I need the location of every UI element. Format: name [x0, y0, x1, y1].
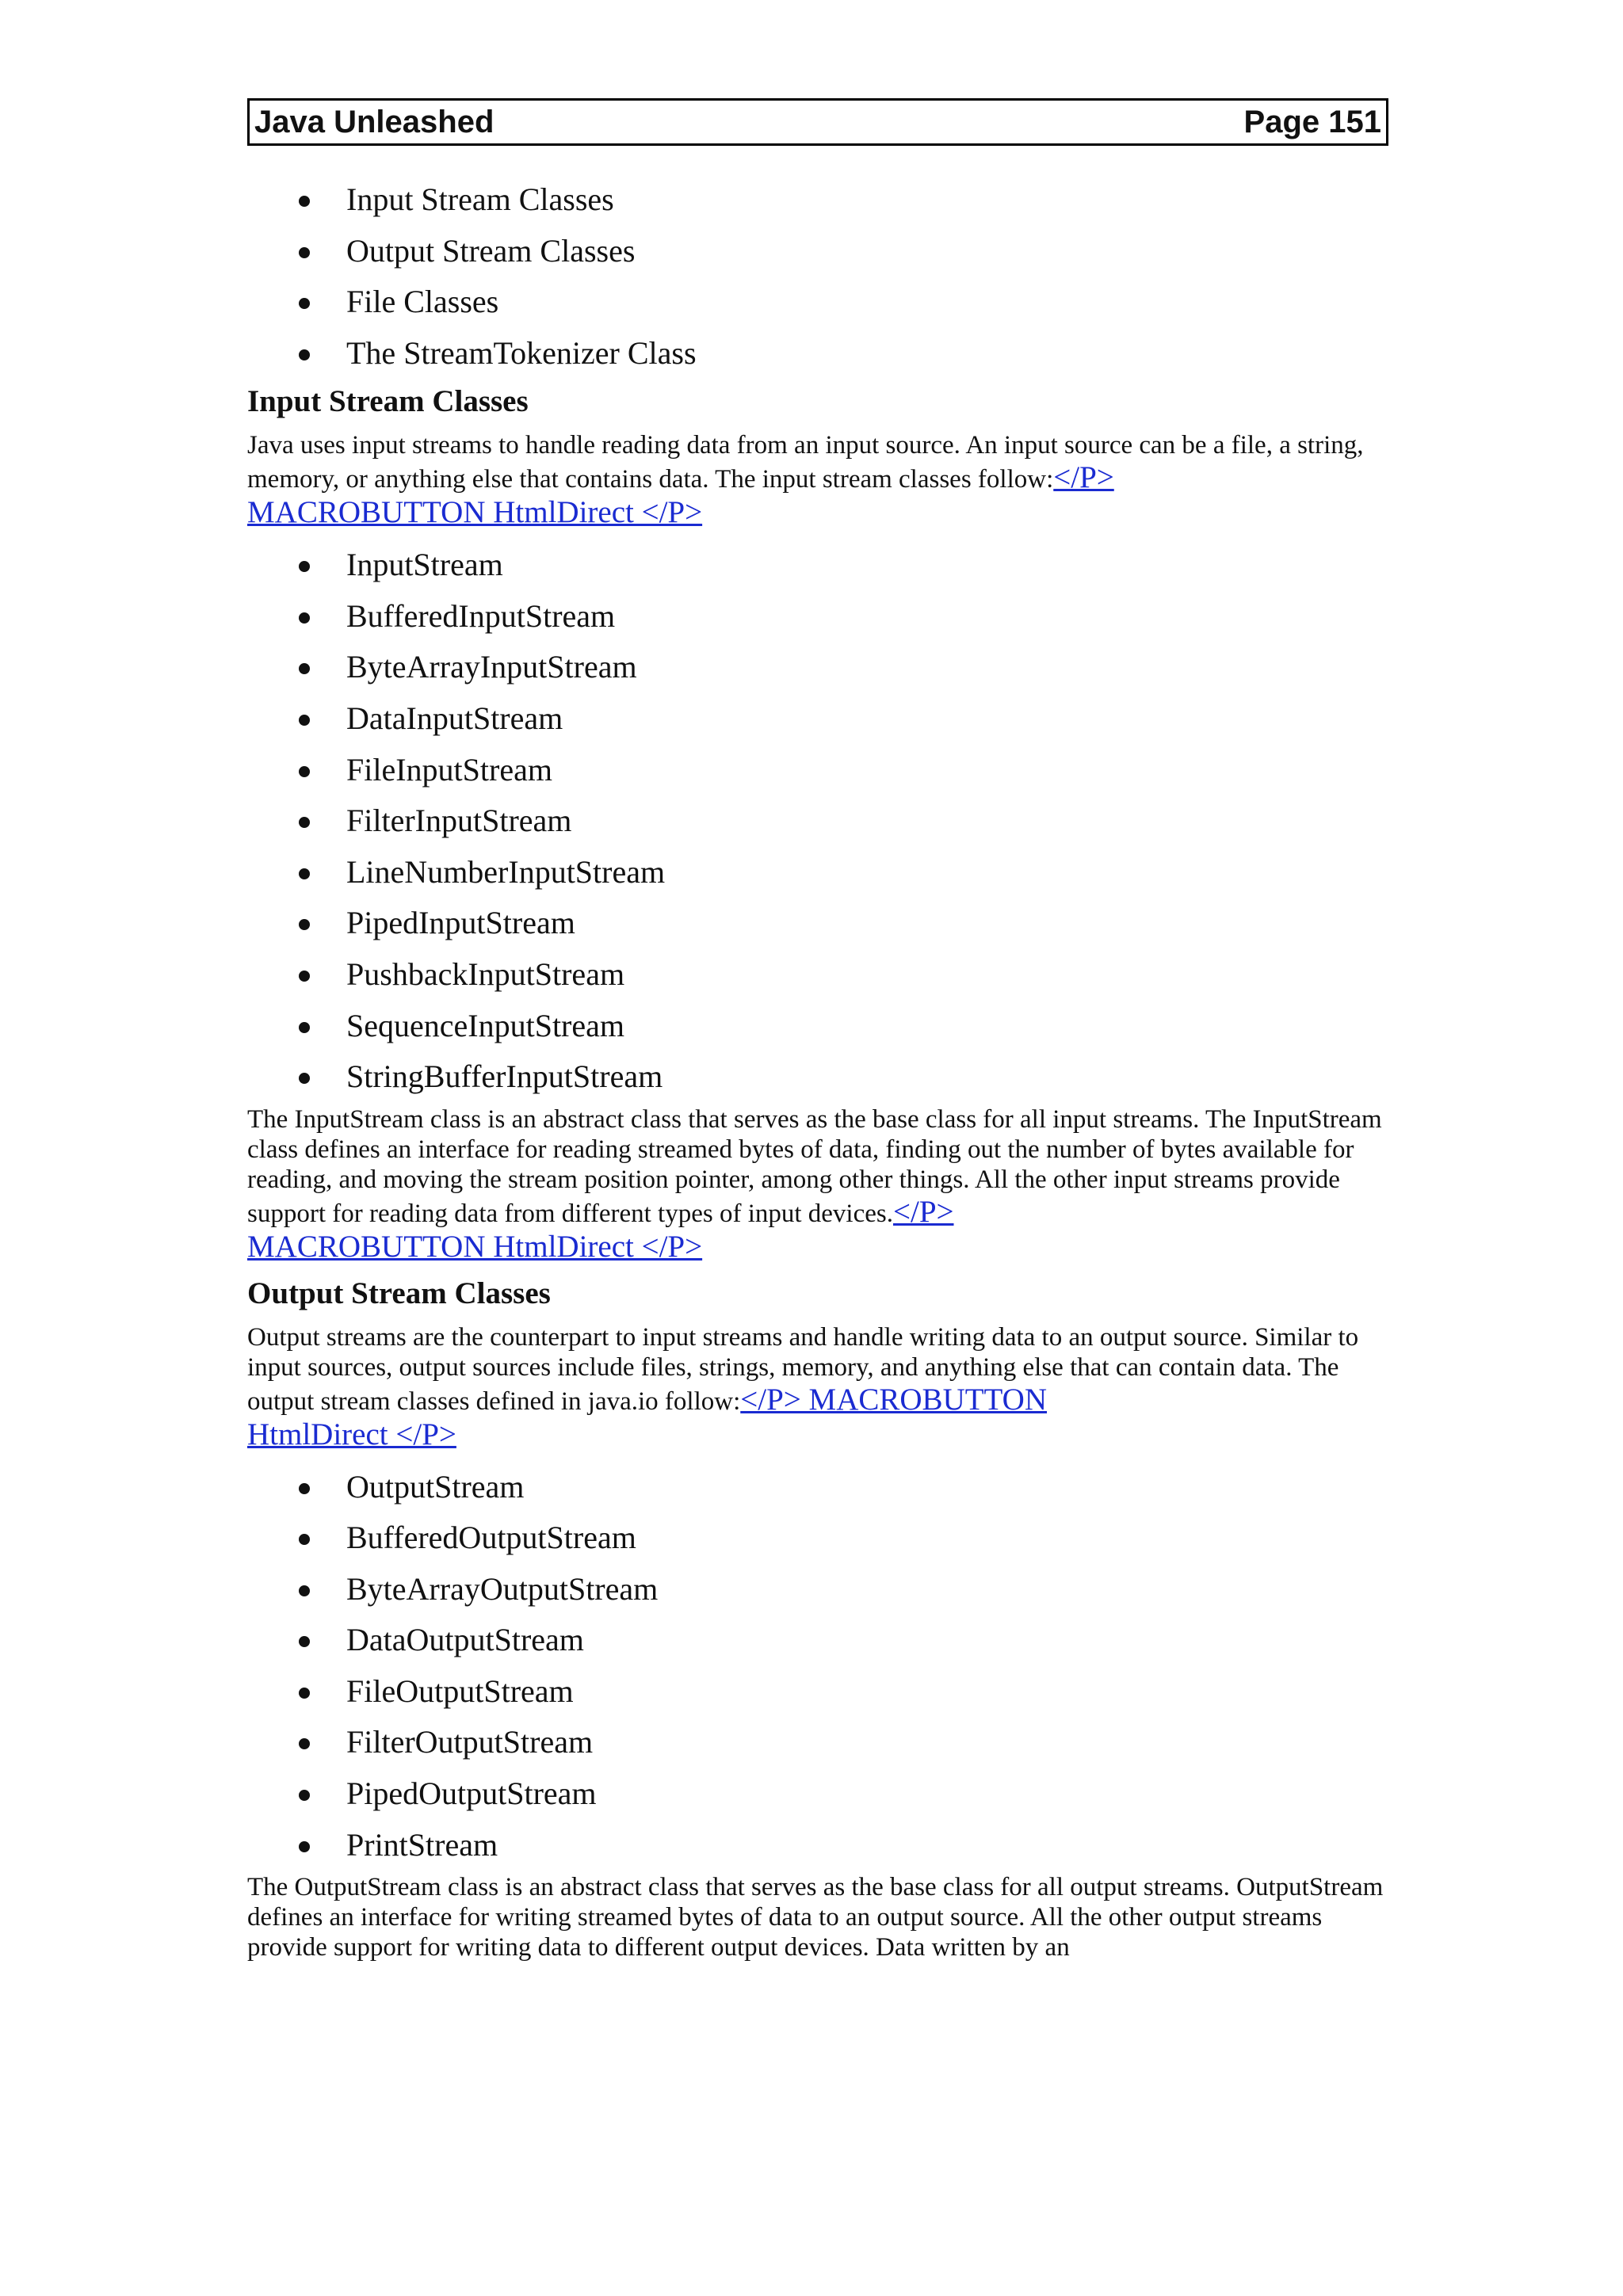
list-item: Input Stream Classes: [247, 174, 1388, 226]
list-item: PipedInputStream: [247, 898, 1388, 949]
list-item: FilterInputStream: [247, 795, 1388, 847]
input-class-list: [247, 540, 1388, 1103]
list-item: FilterOutputStream: [247, 1717, 1388, 1768]
list-item: ByteArrayOutputStream: [247, 1564, 1388, 1615]
output-intro-link-2[interactable]: HtmlDirect </P>: [247, 1417, 456, 1451]
list-item: PipedOutputStream: [247, 1768, 1388, 1820]
list-item: SequenceInputStream: [247, 1001, 1388, 1052]
output-intro-text: Output streams are the counterpart to input streams and handle writing data to an output source. Similar to input sources, output sources include files, strings, memory, and anything else that can contain data. The output stream classes defined in java.io follow:: [247, 1322, 1359, 1416]
section-heading-input: Input Stream Classes: [247, 384, 529, 419]
list-item: FileOutputStream: [247, 1666, 1388, 1718]
output-intro-paragraph: [247, 1322, 1388, 1452]
section-heading-output: Output Stream Classes: [247, 1276, 551, 1310]
output-description-paragraph: [247, 1872, 1388, 1962]
input-description-paragraph: [247, 1104, 1388, 1264]
list-item: PrintStream: [247, 1820, 1388, 1871]
output-intro-link-1[interactable]: </P> MACROBUTTON: [740, 1382, 1048, 1417]
page-number: Page 151: [1243, 105, 1381, 139]
list-item: DataInputStream: [247, 693, 1388, 745]
output-description-text: The OutputStream class is an abstract class that serves as the base class for all output streams. OutputStream defines an interface for writing streamed bytes of data to an output source. All the other output streams provide support for writing data to different output devices. Data written by an: [247, 1873, 1384, 1962]
page-header: [247, 98, 1388, 146]
input-desc-link-2[interactable]: MACROBUTTON HtmlDirect </P>: [247, 1229, 703, 1264]
document-page: [247, 98, 1388, 1962]
list-item: BufferedInputStream: [247, 591, 1388, 643]
list-item: StringBufferInputStream: [247, 1051, 1388, 1103]
list-item: The StreamTokenizer Class: [247, 328, 1388, 379]
topic-list: [247, 174, 1388, 379]
input-intro-paragraph: [247, 430, 1388, 530]
list-item: ByteArrayInputStream: [247, 642, 1388, 693]
input-desc-link-1[interactable]: </P>: [892, 1194, 954, 1229]
input-intro-text: Java uses input streams to handle reading data from an input source. An input source can be a file, a string, memory, or anything else that contains data. The input stream classes follow:: [247, 431, 1364, 494]
output-class-list: [247, 1462, 1388, 1871]
list-item: InputStream: [247, 540, 1388, 591]
input-description-text: The InputStream class is an abstract class that serves as the base class for all input streams. The InputStream class defines an interface for reading streamed bytes of data, finding out the number of bytes available for reading, and moving the stream position pointer, among other things. All the other input streams provide support for reading data from different types of input devices.: [247, 1104, 1382, 1228]
list-item: OutputStream: [247, 1462, 1388, 1513]
list-item: File Classes: [247, 277, 1388, 328]
input-intro-link-1[interactable]: </P>: [1053, 460, 1114, 495]
book-title: Java Unleashed: [254, 105, 495, 139]
input-intro-link-2[interactable]: MACROBUTTON HtmlDirect </P>: [247, 495, 703, 530]
list-item: BufferedOutputStream: [247, 1512, 1388, 1564]
list-item: LineNumberInputStream: [247, 847, 1388, 898]
list-item: Output Stream Classes: [247, 226, 1388, 277]
list-item: DataOutputStream: [247, 1615, 1388, 1666]
list-item: FileInputStream: [247, 745, 1388, 796]
list-item: PushbackInputStream: [247, 949, 1388, 1001]
